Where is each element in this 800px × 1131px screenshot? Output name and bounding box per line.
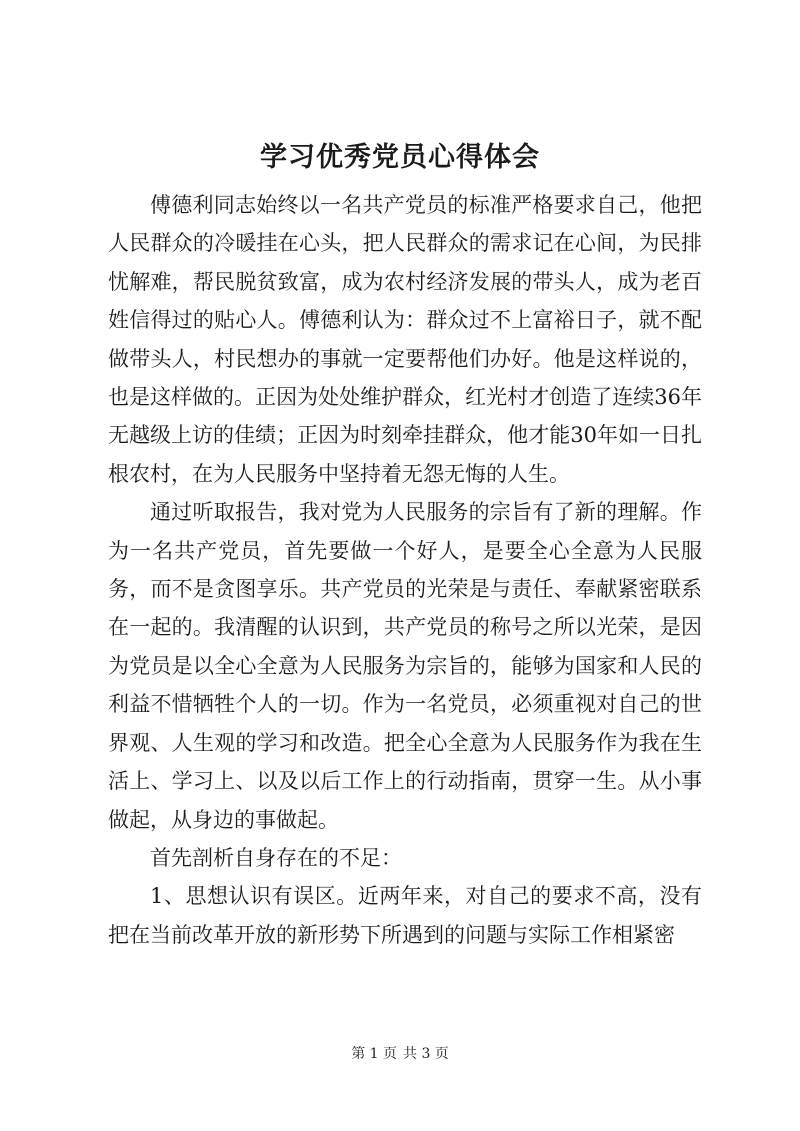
page-footer [0,1044,800,1064]
paragraph-4: 1、思想认识有误区。近两年来，对自己的要求不高，没有把在当前改革开放的新形势下所遇到的问题与实际工作相紧密 [108,884,702,947]
page-number: 第 1 页 [351,1046,397,1062]
document-title: 学习优秀党员心得体会 [260,142,540,173]
paragraph-2: 通过听取报告，我对党为人民服务的宗旨有了新的理解。作为一名共产党员，首先要做一个好人，是要全心全意为人民服务，而不是贪图享乐。共产党员的光荣是与责任、奉献紧密联系在一起的。我清醒的认识到，共产党员的称号之所以光荣，是因为党员是以全心全意为人民服务为宗旨的，能够为国家和人民的利益不惜牺牲个人的一切。作为一名党员，必须重视对自己的世界观、人生观的学习和改造。把全心全意为人民服务作为我在生活上、学习上、以及以后工作上的行动指南，贯穿一生。从小事做起，从身边的事做起。 [108,500,702,832]
paragraph-3: 首先剖析自身存在的不足： [150,845,402,870]
paragraph-1: 傅德利同志始终以一名共产党员的标准严格要求自己，他把人民群众的冷暖挂在心头，把人民群众的需求记在心间，为民排忧解难，帮民脱贫致富，成为农村经济发展的带头人，成为老百姓信得过的贴心人。傅德利认为：群众过不上富裕日子，就不配做带头人，村民想办的事就一定要帮他们办好。他是这样说的，也是这样做的。正因为处处维护群众，红光村才创造了连续36年无越级上访的佳绩；正因为时刻牵挂群众，他才能30年如一日扎根农村，在为人民服务中坚持着无怨无悔的人生。 [108,193,702,486]
page-total: 共 3 页 [403,1046,449,1062]
document-body [108,186,702,954]
